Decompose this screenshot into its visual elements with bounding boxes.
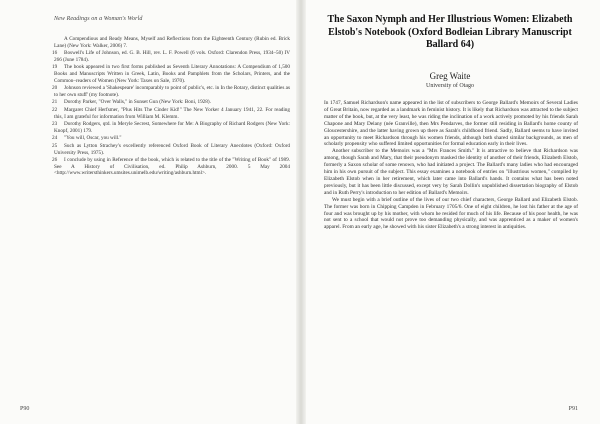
- endnote-text: Dorothy Parker, "Over Walls," in Sunset Gun (New York: Boni, 1928).: [64, 99, 211, 106]
- body-paragraph: Another subscriber to the Memoirs was a "Mrs Frances Smith." It is attractive to believe that Richardson was among, though Sarah and Mary, that their pseudonym masked the identity of another of their friends, Elizabeth Elstob, formerly a Saxon scholar of some renown, who had initiated a project. The Ballard's many ladies who had encouraged him in his own pursuit of the subject. This essay examines a notebook of entries on "illustrious women," compiled by Elizabeth Elstob when in her retirement, which later came into Ballard's hands. It contains what has been noted previously, but it has been little discussed, except very by Sarah Dollin's unpublished dissertation biography of Elstob and in Ruth Perry's introduction to her edition of Ballard's Memoirs.: [324, 148, 578, 196]
- endnote-number: 20: [52, 85, 58, 92]
- endnote-number: 25: [52, 142, 58, 149]
- endnote-number: 16: [52, 50, 58, 57]
- article-title: The Saxon Nymph and Her Illustrious Women: Elizabeth Elstob's Notebook (Oxford Bodleian Library Manuscript Ballard 64): [327, 14, 573, 50]
- endnote: [54, 85, 290, 98]
- endnote-number: 19: [52, 64, 58, 71]
- endnote: [54, 135, 290, 142]
- endnote: [54, 143, 290, 156]
- endnote: [54, 64, 290, 84]
- endnote-number: 21: [52, 99, 58, 106]
- book-gutter: [296, 0, 306, 424]
- endnote: [54, 50, 290, 63]
- endnote-number: 22: [52, 106, 58, 113]
- endnote: [54, 99, 290, 106]
- left-page: [0, 0, 296, 424]
- endnote-text: Boswell's Life of Johnson, ed. G. B. Hill, rev. L. F. Powell (6 vols. Oxford: Clarendon Press, 1934–50) IV 266 (June 1784).: [54, 50, 290, 63]
- author-affiliation: University of Otago: [426, 83, 474, 89]
- endnote-text: Margaret Chief Herfsmer, "Plus Hits The Cinder Kid!" The New Yorker 4 January 1941, 22. For reading this, I am grateful for information from William M. Klemm.: [54, 106, 290, 120]
- endnote-text: I conclude by using in Reference of the book, which is related to the title of the "Writing of Book" of 1989. See A History of Civilisation, ed. Philip Ashburn, 2000. 5 May 2004 <http://www.writersthinkers.umsites.unimelb.edu/writing/ashburn.html>.: [54, 157, 290, 177]
- endnote-text: The book appeared in two first forms published as Seventh Literary Annotations: A Compendium of 1,500 Books and Manuscripts Written in Greek, Latin, Books and Pamphlets from the Scholars, Printers, and the Common–readers of Women (New York: Taxes on Sale, 1970).: [54, 64, 290, 84]
- running-head: New Readings on a Woman's World: [54, 16, 143, 22]
- endnote: [54, 157, 290, 177]
- endnote-text: "You will, Oscar, you will.": [64, 135, 122, 142]
- article-body: [324, 100, 578, 231]
- body-paragraph: In 1747, Samuel Richardson's name appeared in the list of subscribers to George Ballard's Memoirs of Several Ladies of Great Britain, now regarded as a landmark in feminist history. It is likely that Richardson was attracted to the subject matter of the book, but, at the very least, he was riding the inclination of a work actively promoted by his friends Sarah Chapone and Mary Delany (née Granville), then Mrs Pendarves, the former still residing in Ballard's home county of Gloucestershire, and the latter having grown up there as Sarah's childhood friend. Sadly, Ballard seems to have invited an opportunity to meet Richardson through his women friends, although both shared similar backgrounds, as men of scholarly propensity who suffered limited opportunities for formal education early in their lives.: [324, 100, 578, 148]
- endnote: [54, 36, 290, 49]
- endnote: [54, 107, 290, 120]
- endnote-text: Johnson reviewed a 'Shakespeare' incomparably to point of public's, etc. in In the Rotary, distinct qualities as to her own stuff' (my footnote).: [54, 85, 290, 98]
- endnote-text: Such as Lytton Strachey's excellently referenced Oxford Book of Literary Anecdotes (Oxford: Oxford University Press, 1975).: [54, 142, 290, 156]
- right-page: [306, 0, 600, 424]
- endnote-number: 26: [52, 157, 58, 164]
- endnote-number: 23: [52, 121, 58, 128]
- endnote-text: Dorothy Rodgers, qtd. in Meryle Secrest, Somewhere for Me: A Biography of Richard Rodgers (New York: Knopf, 2001) 179.: [54, 121, 290, 134]
- endnote-text: A Compendious and Ready Means, Myself and Reflections from the Eighteenth Century (Rubin ed. Brick Lane) (New York: Walker, 2006) 7.: [54, 36, 290, 49]
- page-number-left: P90: [20, 406, 30, 412]
- body-paragraph: We must begin with a brief outline of the lives of our two chief characters, George Ballard and Elizabeth Elstob. The former was born in Chipping Campden in February 1705/6. One of eight children, he lost his father at the age of four and was brought up by his mother, with whom he resided for much of his life. Because of his poor health, he was not sent to a school that would not prove too demanding physically, and was apprenticed as a maker of women's apparel. From an early age, he showed with his sister Elizabeth's a strong interest in antiquities.: [324, 196, 578, 231]
- article-author: Greg Waite: [429, 71, 471, 81]
- endnotes-list: [54, 36, 290, 178]
- endnote: [54, 121, 290, 134]
- endnote-number: 24: [52, 135, 58, 142]
- page-number-right: P91: [568, 406, 578, 412]
